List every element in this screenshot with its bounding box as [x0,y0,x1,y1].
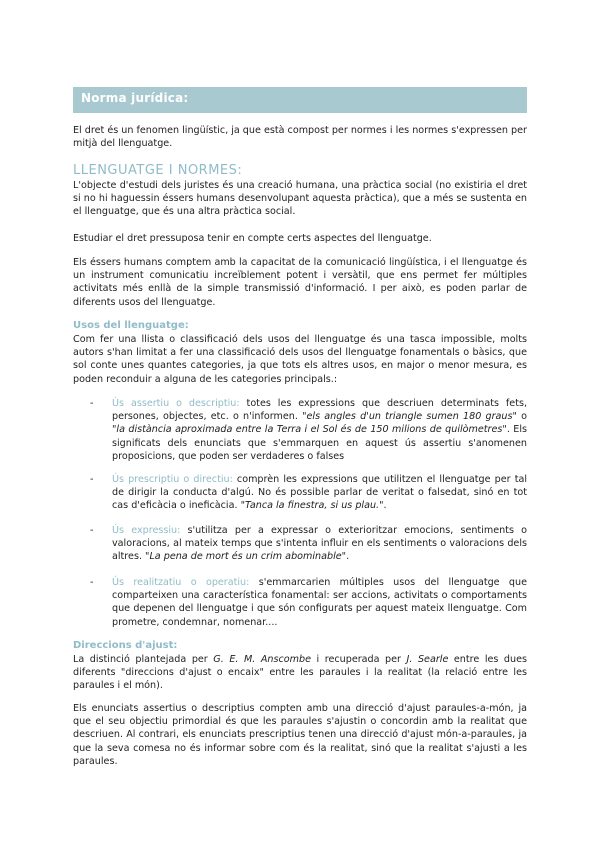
term-expressiu: Ús expressiu: [112,525,181,536]
section-heading-llenguatge: LLENGUATGE I NORMES: [73,163,243,178]
paragraph-essers: Els éssers humans comptem amb la capacitat de la comunicació lingüística, i el llenguatge és un instrument comunicatiu increïblement potent i versàtil, que ens permet fer múltiples activitats més enllà de la simple transmissió d'informació. I per això, es poden parlar de diferents usos del llenguatge. [73,257,527,308]
item-example: "Tanca la finestra, si us plau." [240,500,384,512]
item-text: totes les expressions que descriuen determinats fets, persones, objectes, etc. o n'informen. [112,398,527,423]
item-text: o [516,411,527,423]
term-assertiu: Ús assertiu o descriptiu: [112,398,240,409]
item-text: s'emmarcarien múltiples usos del llenguatge que comparteixen una característica fonamental: ser accions, activitats o comportaments que depenen del llenguatge i que són configurats per aquest mateix llenguatge. Com prometre, condemnar, nomenar.... [112,577,527,628]
subheading-usos: Usos del llenguatge: [73,320,189,331]
list-item-realitzatiu [90,576,527,629]
author-name: J. Searle [406,654,449,665]
paragraph-enunciats: Els enunciats assertius o descriptius compten amb una direcció d'ajust paraules-a-món, ja que el seu objectiu primordial és que les paraules s'ajustin o concordin amb la realitat que descriuen. Al contrari, els enunciats prescriptius tenen una direcció d'ajust món-a-paraules, ja que la seva comesa no és informar sobre com és la realitat, sinó que la realitat s'ajusti a les paraules. [73,703,527,767]
paragraph-distincio [73,653,527,693]
item-example: "La pena de mort és un crim abominable" [145,551,347,563]
section-banner [73,87,527,113]
list-dash: - [90,577,94,588]
text-run: entre les dues diferents "direccions d'ajust o encaix" entre les paraules i la realitat (la relació entre les paraules i el món). [73,654,528,692]
item-example: "els angles d'un triangle sumen 180 graus" [302,411,517,423]
item-text: . Els significats dels enunciats que s'emmarquen en aquest ús assertiu s'anomenen proposicions, que poden ser verdaderes o falses [112,424,527,462]
banner-title: Norma jurídica: [81,91,189,105]
list-dash: - [90,474,94,485]
item-text: . [346,551,350,563]
text-run: i recuperada per [310,654,407,665]
list-dash: - [90,398,94,409]
item-example: "la distància aproximada entre la Terra i el Sol és de 150 milions de quilòmetres" [112,424,507,436]
text-run: La distinció plantejada per [73,654,214,665]
intro-paragraph: El dret és un fenomen lingüístic, ja que està compost per normes i les normes s'expressen per mitjà del llenguatge. [73,125,527,150]
item-text: s'utilitza per a expressar o exterioritzar emocions, sentiments o valoracions, al mateix temps que s'intenta influir en els sentiments o valoracions dels altres. [112,525,527,563]
paragraph-objecte: L'objecte d'estudi dels juristes és una creació humana, una pràctica social (no existiria el dret si no hi haguessin éssers humans desenvolupant aquesta pràctica), que a més se sustenta en el llenguatge, que és una altra pràctica social. [73,180,527,218]
list-dash: - [90,525,94,536]
term-realitzatiu: Ús realitzatiu o operatiu: [112,577,250,588]
item-text: comprèn les expressions que utilitzen el llenguatge per tal de dirigir la conducta d'algú. No és possible parlar de veritat o falsedat, sinó en tot cas d'eficàcia o ineficàcia. [112,474,527,512]
subheading-direccions: Direccions d'ajust: [73,640,178,651]
term-prescriptiu: Ús prescriptiu o directiu: [112,474,233,485]
list-item-prescriptiu [90,473,527,513]
paragraph-usos-intro: Com fer una llista o classificació dels usos del llenguatge és una tasca impossible, molts autors s'han limitat a fer una classificació dels usos del llenguatge fonamentals o bàsics, que sol conte unes quantes categories, ja que tots els altres usos, en major o menor mesura, es poden reconduir a alguna de les categories principals.: [73,334,527,385]
item-text: . [383,500,387,512]
author-name: G. E. M. Anscombe [213,654,311,665]
paragraph-estudiar: Estudiar el dret pressuposa tenir en compte certs aspectes del llenguatge. [73,233,432,244]
list-item-expressiu [90,524,527,564]
list-item-assertiu [90,397,527,463]
